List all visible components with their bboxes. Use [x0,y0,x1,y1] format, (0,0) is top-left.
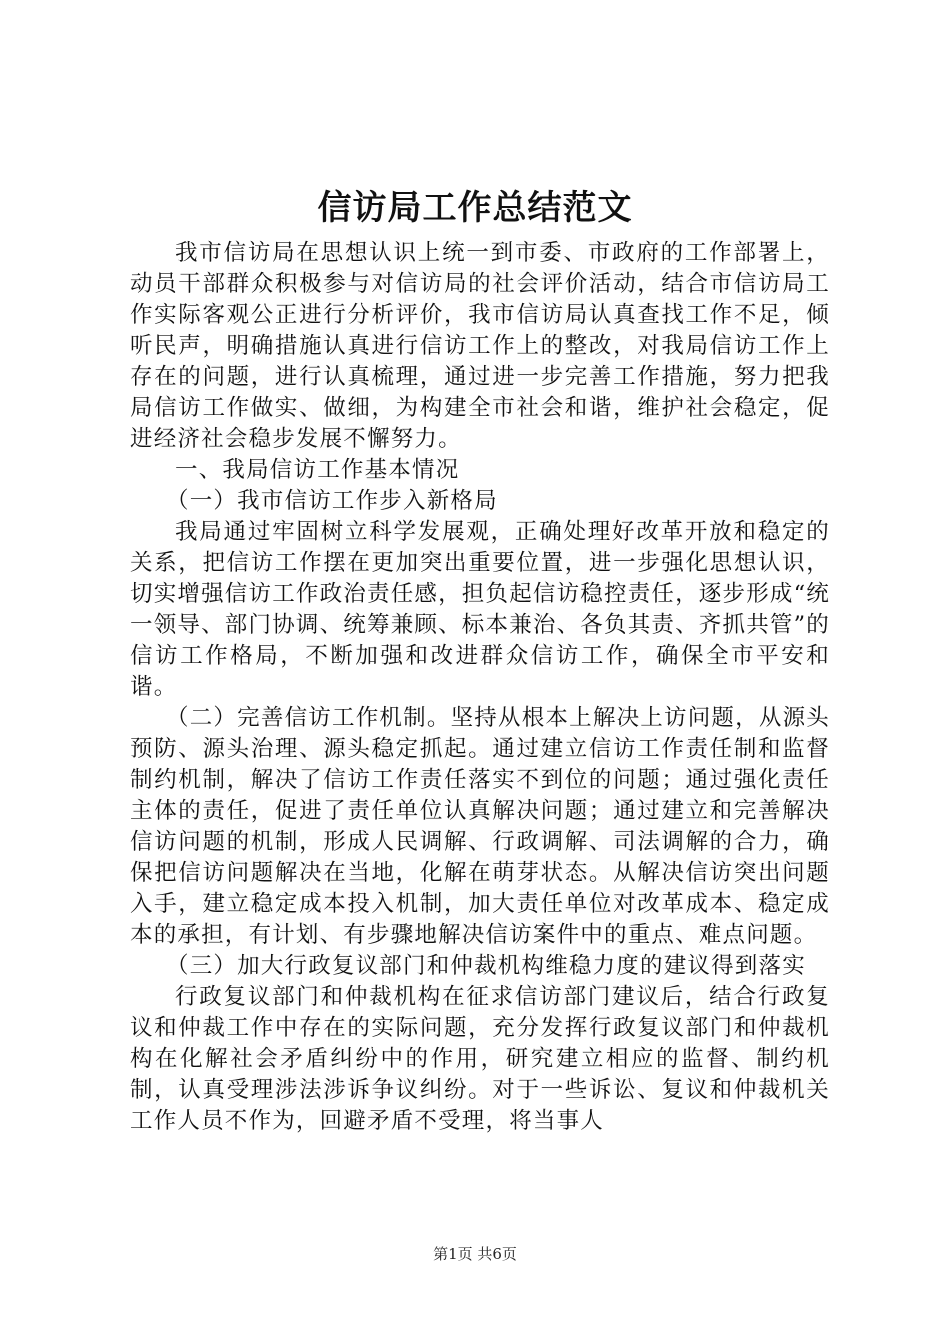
paragraph-intro: 我市信访局在思想认识上统一到市委、市政府的工作部署上，动员干部群众积极参与对信访局的社会评价活动，结合市信访局工作实际客观公正进行分析评价，我市信访局认真查找工作不足，倾听民声，明确措施认真进行信访工作上的整改，对我局信访工作上存在的问题，进行认真梳理，通过进一步完善工作措施，努力把我局信访工作做实、做细，为构建全市社会和谐，维护社会稳定，促进经济社会稳步发展不懈努力。 [130,240,830,452]
document-title: 信访局工作总结范文 [317,188,633,228]
subsection-heading-1: （一）我市信访工作步入新格局 [166,488,498,514]
page-footer: 第1页 共6页 [433,1245,517,1263]
paragraph-section-1: 我局通过牢固树立科学发展观，正确处理好改革开放和稳定的关系，把信访工作摆在更加突出重要位置，进一步强化思想认识，切实增强信访工作政治责任感，担负起信访稳控责任，逐步形成“统一领导、部门协调、统筹兼顾、标本兼治、各负其责、齐抓共管”的信访工作格局，不断加强和改进群众信访工作，确保全市平安和谐。 [130,519,831,700]
paragraph-section-2: （二）完善信访工作机制。坚持从根本上解决上访问题，从源头预防、源头治理、源头稳定抓起。通过建立信访工作责任制和监督制约机制，解决了信访工作责任落实不到位的问题；通过强化责任主体的责任，促进了责任单位认真解决问题；通过建立和完善解决信访问题的机制，形成人民调解、行政调解、司法调解的合力，确保把信访问题解决在当地，化解在萌芽状态。从解决信访突出问题入手，建立稳定成本投入机制，加大责任单位对改革成本、稳定成本的承担，有计划、有步骤地解决信访案件中的重点、难点问题。 [130,705,830,948]
section-heading-1: 一、我局信访工作基本情况 [175,457,460,483]
paragraph-section-3: 行政复议部门和仲裁机构在征求信访部门建议后，结合行政复议和仲裁工作中存在的实际问题，充分发挥行政复议部门和仲裁机构在化解社会矛盾纠纷中的作用，研究建立相应的监督、制约机制，认真受理涉法涉诉争议纠纷。对于一些诉讼、复议和仲裁机关工作人员不作为，回避矛盾不受理，将当事人 [130,984,830,1134]
subsection-heading-3: （三）加大行政复议部门和仲裁机构维稳力度的建议得到落实 [166,953,806,979]
document-body [130,238,830,1137]
